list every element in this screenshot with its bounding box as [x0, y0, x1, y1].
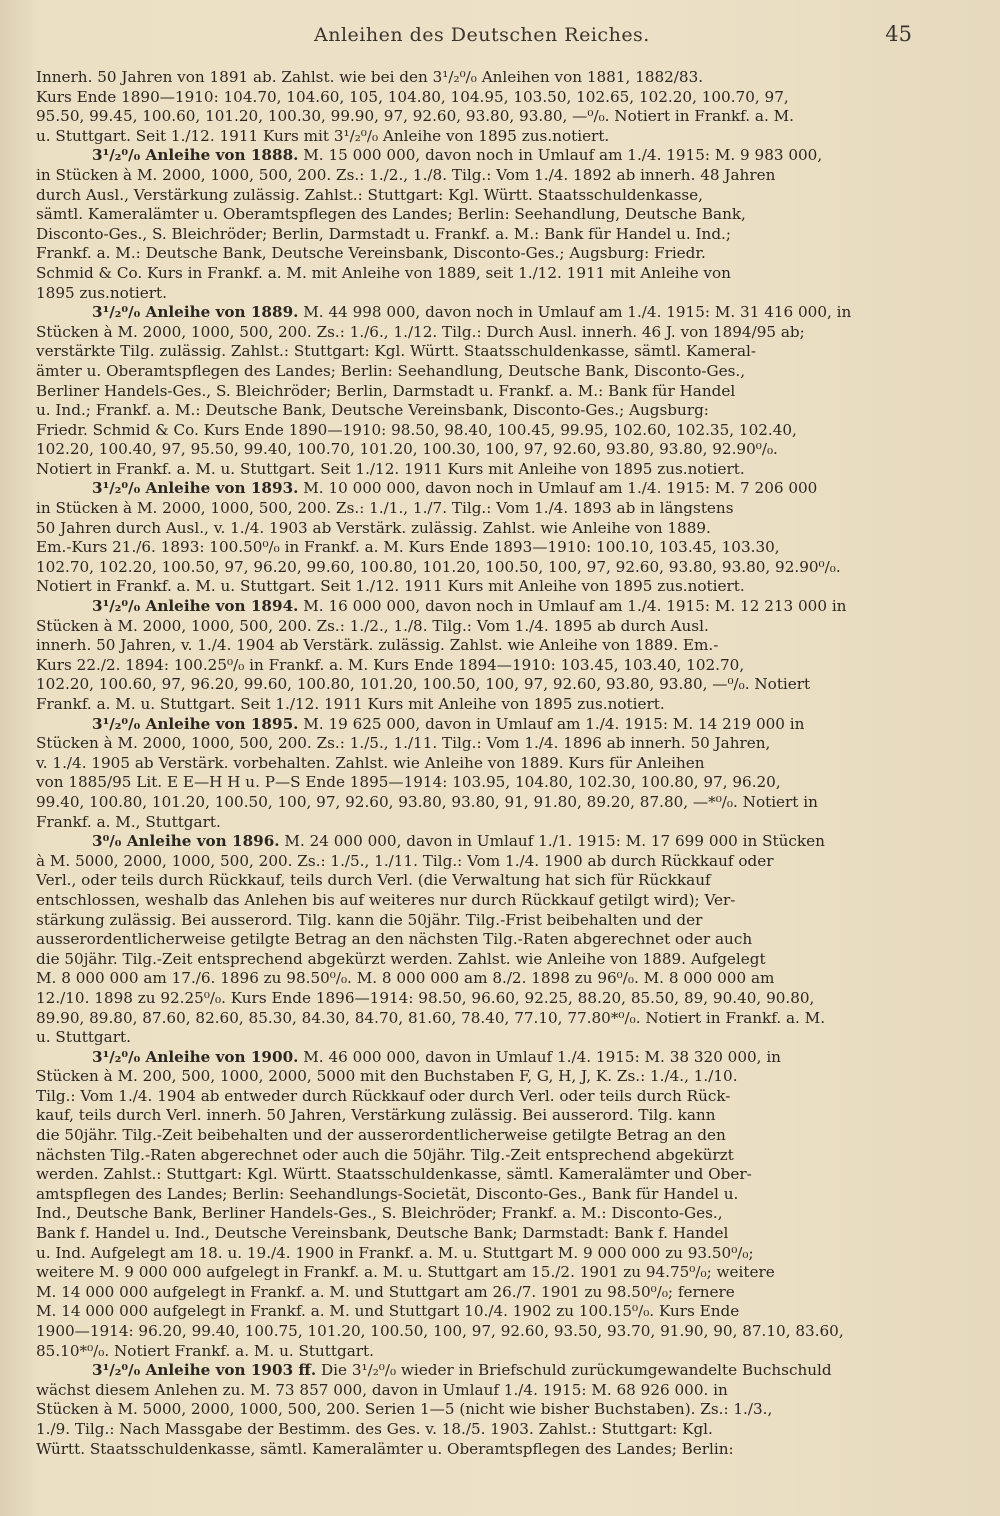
text-line: Bank f. Handel u. Ind., Deutsche Vereinsbank, Deutsche Bank; Darmstadt: Bank f. Handel — [36, 1224, 729, 1243]
text-line: 1900—1914: 96.20, 99.40, 100.75, 101.20, 100.50, 100, 97, 92.60, 93.50, 93.70, 91.90, 90, 87.10, 83.60, — [36, 1322, 844, 1340]
text-line: Stücken à M. 2000, 1000, 500, 200. Zs.: 1./5., 1./11. Tilg.: Vom 1./4. 1896 ab innerh. 50 Jahren, — [36, 734, 771, 753]
text-line: die 50jähr. Tilg.-Zeit entsprechend abgekürzt werden. Zahlst. wie Anleihe von 1889. Aufgelegt — [36, 949, 766, 968]
loan-heading: 3¹/₂⁰/₀ Anleihe von 1894. — [92, 597, 299, 616]
text-line: Friedr. Schmid & Co. Kurs Ende 1890—1910: 98.50, 98.40, 100.45, 99.95, 102.60, 102.35, 102.40, — [36, 420, 797, 439]
text-line: Frankf. a. M.: Deutsche Bank, Deutsche Vereinsbank, Disconto-Ges.; Augsburg: Friedr. — [36, 244, 706, 263]
text-line: Stücken à M. 2000, 1000, 500, 200. Zs.: 1./6., 1./12. Tilg.: Durch Ausl. innerh. 46 J. von 1894/95 ab; — [36, 322, 805, 341]
section-first-line: 3¹/₂⁰/₀ Anleihe von 1900. M. 46 000 000, davon in Umlauf 1./4. 1915: M. 38 320 000, in — [92, 1047, 781, 1066]
text-line: u. Stuttgart. Seit 1./12. 1911 Kurs mit 3¹/₂⁰/₀ Anleihe von 1895 zus.notiert. — [36, 126, 610, 145]
text-line: Berliner Handels-Ges., S. Bleichröder; Berlin, Darmstadt u. Frankf. a. M.: Bank für Handel — [36, 381, 736, 400]
text-line: Ind., Deutsche Bank, Berliner Handels-Ges., S. Bleichröder; Frankf. a. M.: Disconto-Ges., — [36, 1204, 723, 1223]
text-line: M. 14 000 000 aufgelegt in Frankf. a. M. und Stuttgart am 26./7. 1901 zu 98.50⁰/₀; fernere — [36, 1282, 735, 1301]
text-line: Frankf. a. M. u. Stuttgart. Seit 1./12. 1911 Kurs mit Anleihe von 1895 zus.notiert. — [36, 695, 665, 713]
section-first-line: 3⁰/₀ Anleihe von 1896. M. 24 000 000, davon in Umlauf 1./1. 1915: M. 17 699 000 in Stücken — [92, 832, 825, 851]
text-line: 95.50, 99.45, 100.60, 101.20, 100.30, 99.90, 97, 92.60, 93.80, 93.80, —⁰/₀. Notiert in Frankf. a. M. — [36, 107, 795, 126]
text-line: v. 1./4. 1905 ab Verstärk. vorbehalten. Zahlst. wie Anleihe von 1889. Kurs für Anleihen — [36, 753, 705, 772]
text-line: in Stücken à M. 2000, 1000, 500, 200. Zs.: 1./1., 1./7. Tilg.: Vom 1./4. 1893 ab in längstens — [36, 499, 734, 518]
text-line: kauf, teils durch Verl. innerh. 50 Jahren, Verstärkung zulässig. Bei ausserord. Tilg. kann — [36, 1106, 716, 1125]
text-line: Notiert in Frankf. a. M. u. Stuttgart. Seit 1./12. 1911 Kurs mit Anleihe von 1895 zus.notiert. — [36, 577, 745, 596]
loan-heading: 3¹/₂⁰/₀ Anleihe von 1889. — [92, 303, 299, 322]
text-line: à M. 5000, 2000, 1000, 500, 200. Zs.: 1./5., 1./11. Tilg.: Vom 1./4. 1900 ab durch Rückkauf oder — [36, 851, 774, 870]
text-line: u. Ind.; Frankf. a. M.: Deutsche Bank, Deutsche Vereinsbank, Disconto-Ges.; Augsburg: — [36, 401, 709, 420]
text-line: sämtl. Kameralämter u. Oberamtspflegen des Landes; Berlin: Seehandlung, Deutsche Bank, — [36, 205, 746, 224]
text-line: 50 Jahren durch Ausl., v. 1./4. 1903 ab Verstärk. zulässig. Zahlst. wie Anleihe von 1889. — [36, 518, 711, 537]
text-line: Innerh. 50 Jahren von 1891 ab. Zahlst. wie bei den 3¹/₂⁰/₀ Anleihen von 1881, 1882/83. — [36, 68, 704, 86]
loan-heading: 3⁰/₀ Anleihe von 1896. — [92, 832, 280, 851]
text-line: 85.10*⁰/₀. Notiert Frankf. a. M. u. Stuttgart. — [36, 1341, 374, 1360]
text-line: 102.20, 100.40, 97, 95.50, 99.40, 100.70, 101.20, 100.30, 100, 97, 92.60, 93.80, 93.80, 92.90⁰/₀. — [36, 440, 778, 459]
text-line: entschlossen, weshalb das Anlehen bis auf weiteres nur durch Rückkauf getilgt wird); Ver- — [36, 890, 736, 909]
text-line: Frankf. a. M., Stuttgart. — [36, 812, 221, 831]
text-line: weitere M. 9 000 000 aufgelegt in Frankf. a. M. u. Stuttgart am 15./2. 1901 zu 94.75⁰/₀; weitere — [36, 1263, 775, 1282]
text-line: Notiert in Frankf. a. M. u. Stuttgart. Seit 1./12. 1911 Kurs mit Anleihe von 1895 zus.notiert. — [36, 459, 745, 478]
loan-heading: 3¹/₂⁰/₀ Anleihe von 1893. — [92, 479, 299, 498]
running-title: Anleihen des Deutschen Reiches. — [314, 24, 650, 46]
text-line: in Stücken à M. 2000, 1000, 500, 200. Zs.: 1./2., 1./8. Tilg.: Vom 1./4. 1892 ab innerh. 48 Jahren — [36, 165, 776, 184]
text-line: Kurs 22./2. 1894: 100.25⁰/₀ in Frankf. a. M. Kurs Ende 1894—1910: 103.45, 103.40, 102.70, — [36, 655, 745, 674]
text-line: ausserordentlicherweise getilgte Betrag an den nächsten Tilg.-Raten abgerechnet oder auch — [36, 930, 753, 949]
text-line: Stücken à M. 2000, 1000, 500, 200. Zs.: 1./2., 1./8. Tilg.: Vom 1./4. 1895 ab durch Ausl. — [36, 616, 709, 635]
text-line: 102.20, 100.60, 97, 96.20, 99.60, 100.80, 101.20, 100.50, 100, 97, 92.60, 93.80, 93.80, —⁰/₀. Notiert — [36, 675, 811, 694]
section-first-line: 3¹/₂⁰/₀ Anleihe von 1889. M. 44 998 000, davon noch in Umlauf am 1./4. 1915: M. 31 416 000, in — [92, 303, 852, 322]
text-line: M. 14 000 000 aufgelegt in Frankf. a. M. und Stuttgart 10./4. 1902 zu 100.15⁰/₀. Kurs Ende — [36, 1302, 740, 1321]
text-line: 12./10. 1898 zu 92.25⁰/₀. Kurs Ende 1896—1914: 98.50, 96.60, 92.25, 88.20, 85.50, 89, 90.40, 90.80, — [36, 988, 815, 1007]
text-line: Verl., oder teils durch Rückkauf, teils durch Verl. (die Verwaltung hat sich für Rückkauf — [36, 871, 711, 890]
text-line: von 1885/95 Lit. E E—H H u. P—S Ende 1895—1914: 103.95, 104.80, 102.30, 100.80, 97, 96.20, — [36, 773, 781, 792]
text-line: ämter u. Oberamtspflegen des Landes; Berlin: Seehandlung, Deutsche Bank, Disconto-Ges., — [36, 361, 746, 380]
text-line: M. 8 000 000 am 17./6. 1896 zu 98.50⁰/₀. M. 8 000 000 am 8./2. 1898 zu 96⁰/₀. M. 8 000 000 am — [36, 969, 775, 988]
page-number: 45 — [885, 22, 912, 46]
text-line: Em.-Kurs 21./6. 1893: 100.50⁰/₀ in Frankf. a. M. Kurs Ende 1893—1910: 100.10, 103.45, 103.30, — [36, 538, 780, 557]
text-line: wächst diesem Anlehen zu. M. 73 857 000, davon in Umlauf 1./4. 1915: M. 68 926 000. in — [36, 1380, 728, 1399]
text-line: 102.70, 102.20, 100.50, 97, 96.20, 99.60, 100.80, 101.20, 100.50, 100, 97, 92.60, 93.80, 93.80, 92.90⁰/₀. — [36, 557, 841, 576]
section-first-line: 3¹/₂⁰/₀ Anleihe von 1893. M. 10 000 000, davon noch in Umlauf am 1./4. 1915: M. 7 206 000 — [92, 479, 818, 498]
text-line: 99.40, 100.80, 101.20, 100.50, 100, 97, 92.60, 93.80, 93.80, 91, 91.80, 89.20, 87.80, —*⁰/₀. Notiert in — [36, 792, 818, 811]
text-line: Tilg.: Vom 1./4. 1904 ab entweder durch Rückkauf oder durch Verl. oder teils durch Rück- — [36, 1086, 731, 1105]
text-line: u. Ind. Aufgelegt am 18. u. 19./4. 1900 in Frankf. a. M. u. Stuttgart M. 9 000 000 zu 93.50⁰/₀; — [36, 1243, 754, 1262]
loan-heading: 3¹/₂⁰/₀ Anleihe von 1888. — [92, 146, 299, 165]
loan-heading: 3¹/₂⁰/₀ Anleihe von 1895. — [92, 714, 299, 733]
text-line: werden. Zahlst.: Stuttgart: Kgl. Württ. Staatsschuldenkasse, sämtl. Kameralämter und Ober- — [36, 1165, 752, 1184]
text-line: Kurs Ende 1890—1910: 104.70, 104.60, 105, 104.80, 104.95, 103.50, 102.65, 102.20, 100.70, 97, — [36, 87, 789, 106]
section-first-line: 3¹/₂⁰/₀ Anleihe von 1903 ff. Die 3¹/₂⁰/₀ wieder in Briefschuld zurückumgewandelte Buchschuld — [92, 1361, 832, 1380]
section-first-line: 3¹/₂⁰/₀ Anleihe von 1894. M. 16 000 000, davon noch in Umlauf am 1./4. 1915: M. 12 213 000 in — [92, 597, 847, 616]
page-header — [36, 22, 910, 48]
loan-heading: 3¹/₂⁰/₀ Anleihe von 1903 ff. — [92, 1361, 317, 1380]
text-line: Disconto-Ges., S. Bleichröder; Berlin, Darmstadt u. Frankf. a. M.: Bank für Handel u. Ind.; — [36, 224, 731, 243]
loan-heading: 3¹/₂⁰/₀ Anleihe von 1900. — [92, 1047, 299, 1066]
text-line: durch Ausl., Verstärkung zulässig. Zahlst.: Stuttgart: Kgl. Württ. Staatsschuldenkasse, — [36, 185, 703, 204]
text-line: stärkung zulässig. Bei ausserord. Tilg. kann die 50jähr. Tilg.-Frist beibehalten und der — [36, 910, 703, 929]
text-line: Schmid & Co. Kurs in Frankf. a. M. mit Anleihe von 1889, seit 1./12. 1911 mit Anleihe von — [36, 263, 731, 282]
text-line: innerh. 50 Jahren, v. 1./4. 1904 ab Verstärk. zulässig. Zahlst. wie Anleihe von 1889. Em.- — [36, 636, 719, 655]
section-first-line: 3¹/₂⁰/₀ Anleihe von 1888. M. 15 000 000, davon noch in Umlauf am 1./4. 1915: M. 9 983 000, — [92, 146, 823, 165]
text-line: Württ. Staatsschuldenkasse, sämtl. Kameralämter u. Oberamtspflegen des Landes; Berlin: — [36, 1439, 734, 1458]
text-line: verstärkte Tilg. zulässig. Zahlst.: Stuttgart: Kgl. Württ. Staatsschuldenkasse, sämtl. Kameral- — [36, 342, 757, 361]
body-text — [36, 68, 910, 1459]
text-line: nächsten Tilg.-Raten abgerechnet oder auch die 50jähr. Tilg.-Zeit entsprechend abgekürzt — [36, 1145, 734, 1164]
text-line: 1895 zus.notiert. — [36, 283, 167, 302]
section-first-line: 3¹/₂⁰/₀ Anleihe von 1895. M. 19 625 000, davon in Umlauf am 1./4. 1915: M. 14 219 000 in — [92, 714, 805, 733]
text-line: Stücken à M. 200, 500, 1000, 2000, 5000 mit den Buchstaben F, G, H, J, K. Zs.: 1./4., 1./10. — [36, 1067, 738, 1086]
text-line: amtspflegen des Landes; Berlin: Seehandlungs-Societät, Disconto-Ges., Bank für Handel u. — [36, 1184, 739, 1203]
text-line: u. Stuttgart. — [36, 1028, 131, 1047]
text-line: die 50jähr. Tilg.-Zeit beibehalten und der ausserordentlicherweise getilgte Betrag an den — [36, 1126, 726, 1145]
text-line: 1./9. Tilg.: Nach Massgabe der Bestimm. des Ges. v. 18./5. 1903. Zahlst.: Stuttgart: Kgl. — [36, 1419, 713, 1438]
text-line: 89.90, 89.80, 87.60, 82.60, 85.30, 84.30, 84.70, 81.60, 78.40, 77.10, 77.80*⁰/₀. Notiert in Frankf. a. M. — [36, 1008, 826, 1027]
text-line: Stücken à M. 5000, 2000, 1000, 500, 200. Serien 1—5 (nicht wie bisher Buchstaben). Zs.: 1./3., — [36, 1400, 773, 1419]
